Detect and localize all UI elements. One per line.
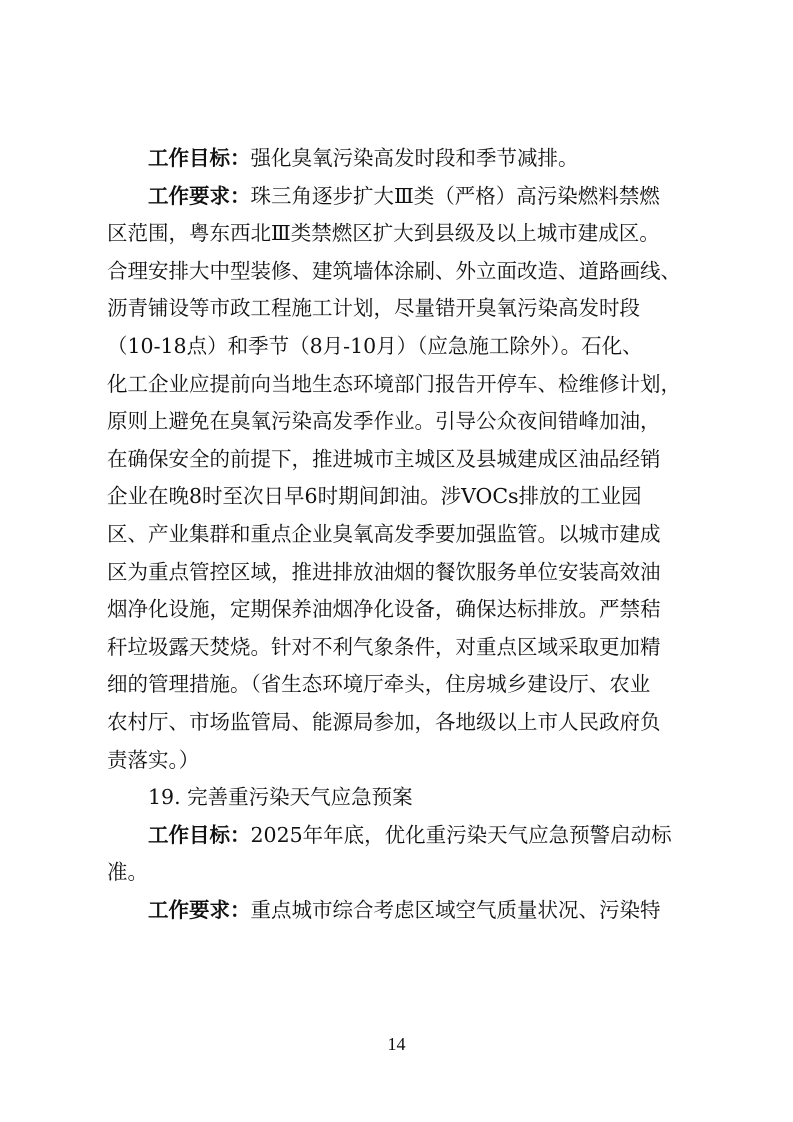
paragraph-work-requirement-first-line <box>107 178 690 216</box>
document-body <box>107 140 690 929</box>
paragraph-work-goal-19 <box>107 817 690 855</box>
text-line: 细的管理措施。（省生态环境厅牵头，住房城乡建设厅、农业 <box>107 672 651 697</box>
text-line: 区为重点管控区域，推进排放油烟的餐饮服务单位安装高效油 <box>107 559 661 584</box>
page-number: 14 <box>387 1034 406 1054</box>
label-work-requirement: 工作要求： <box>148 183 251 208</box>
paragraph-work-requirement-19 <box>107 892 690 930</box>
label-work-goal: 工作目标： <box>148 822 251 847</box>
text-line: 区范围，粤东西北Ⅲ类禁燃区扩大到县级及以上城市建成区。 <box>107 221 660 246</box>
text-line: 珠三角逐步扩大Ⅲ类（严格）高污染燃料禁燃 <box>250 183 660 208</box>
text-line: 原则上避免在臭氧污染高发季作业。引导公众夜间错峰加油， <box>107 409 661 434</box>
label-work-goal: 工作目标： <box>148 146 251 170</box>
text-line: 农村厅、市场监管局、能源局参加，各地级以上市人民政府负 <box>107 709 661 734</box>
text-line: 烟净化设施，定期保养油烟净化设备，确保达标排放。严禁秸 <box>107 597 661 622</box>
paragraph-work-goal <box>107 140 690 178</box>
text-line: 责落实。） <box>107 747 200 772</box>
text-line: 在确保安全的前提下，推进城市主城区及县城建成区油品经销 <box>107 446 661 471</box>
text-line: 化工企业应提前向当地生态环境部门报告开停车、检维修计划， <box>107 371 681 396</box>
text-line: （10-18点）和季节（8月-10月）（应急施工除外）。石化、 <box>107 333 643 358</box>
text-line: 区、产业集群和重点企业臭氧高发季要加强监管。以城市建成 <box>107 521 661 546</box>
section-heading-19: 19. 完善重污染天气应急预案 <box>148 785 413 810</box>
label-work-requirement: 工作要求： <box>148 897 251 922</box>
text-line: 合理安排大中型装修、建筑墙体涂刷、外立面改造、道路画线、 <box>107 258 681 283</box>
text-line: 企业在晚8时至次日早6时期间卸油。涉VOCs排放的工业园 <box>107 484 642 509</box>
text-line: 2025年年底，优化重污染天气应急预警启动标 <box>250 822 672 847</box>
text-work-goal: 强化臭氧污染高发时段和季节减排。 <box>250 146 579 170</box>
text-line: 秆垃圾露天焚烧。针对不利气象条件，对重点区域采取更加精 <box>107 634 661 659</box>
text-line: 重点城市综合考虑区域空气质量状况、污染特 <box>250 897 661 922</box>
text-line: 沥青铺设等市政工程施工计划，尽量错开臭氧污染高发时段 <box>107 296 640 321</box>
text-line: 准。 <box>107 860 148 885</box>
